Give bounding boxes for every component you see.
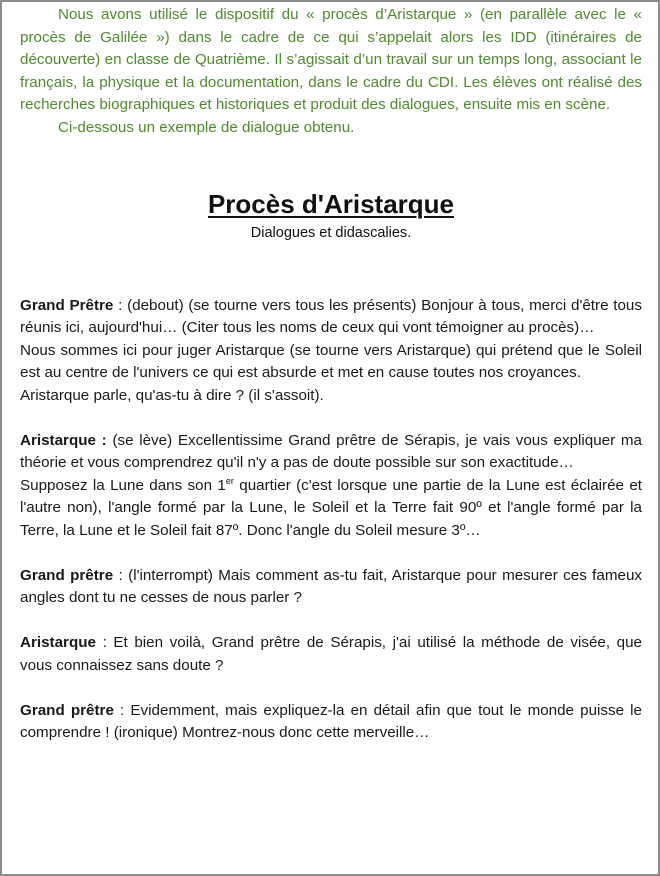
dialogue-line	[20, 295, 642, 340]
dialogue-line: Nous sommes ici pour juger Aristarque (se tourne vers Aristarque) qui prétend que le Soleil est au centre de l'univers ce qui est absurde et met en cause toutes nos croyances.	[20, 341, 642, 381]
dialogue-text: quartier (c'est lorsque une partie de la Lune est éclairée et l'autre non), l'angle formé par la Lune, le Soleil et la Terre fait 90º et l'angle formé par la Terre, la Lune et le Soleil fait 87º. Donc l'angle du Soleil mesure 3º…	[20, 476, 642, 539]
dialogue-turn	[20, 565, 642, 610]
dialogue-turn	[20, 700, 642, 745]
speaker-separator: :	[113, 566, 129, 584]
dialogue-line	[20, 565, 642, 610]
speaker-name: Aristarque :	[20, 431, 107, 449]
dialogue-turn	[20, 632, 642, 677]
intro-section	[20, 4, 642, 139]
intro-paragraph: Ci-dessous un exemple de dialogue obtenu.	[58, 118, 355, 136]
dialogue-text: Supposez la Lune dans son 1	[20, 476, 226, 494]
dialogue-line	[20, 430, 642, 475]
title-block	[20, 189, 642, 243]
dialogue-text: (se lève) Excellentissime Grand prêtre de Sérapis, je vais vous expliquer ma théorie et vous comprendrez qu'il n'y a pas de doute possible sur son exactitude…	[20, 431, 642, 471]
dialogue-text: (debout) (se tourne vers tous les présents) Bonjour à tous, merci d'être tous réunis ici, aujourd'hui… (Citer tous les noms de ceux qui vont témoigner au procès)…	[20, 296, 642, 336]
ordinal-superscript: er	[225, 475, 234, 486]
document-subtitle: Dialogues et didascalies.	[250, 224, 412, 241]
dialogue-turn	[20, 295, 642, 408]
dialogue-text: Evidemment, mais expliquez-la en détail afin que tout le monde puisse le comprendre ! (ironique) Montrez-nous donc cette merveille…	[20, 701, 642, 741]
speaker-name: Aristarque	[20, 634, 96, 651]
speaker-separator: :	[113, 701, 131, 719]
speaker-name: Grand prêtre	[20, 566, 114, 584]
dialogue-line: Aristarque parle, qu'as-tu à dire ? (il s'assoit).	[20, 386, 324, 404]
dialogue-line	[20, 700, 642, 745]
document-page	[20, 4, 642, 767]
intro-paragraph: Nous avons utilisé le dispositif du « procès d’Aristarque » (en parallèle avec le « procès de Galilée ») dans le cadre de ce qui s’appelait alors les IDD (itinéraires de découverte) en classe de Quatrième. Il s’agissait d’un travail sur un temps long, associant le français, la physique et la documentation, dans le cadre du CDI. Les élèves ont réalisé des recherches biographiques et historiques et produit des dialogues, ensuite mis en scène.	[20, 6, 642, 113]
speaker-separator: :	[113, 296, 128, 314]
speaker-name: Grand Prêtre	[20, 296, 114, 314]
document-title: Procès d'Aristarque	[207, 189, 455, 219]
dialogue-line	[20, 475, 642, 543]
dialogue-turn	[20, 430, 642, 543]
dialogue-line	[20, 632, 642, 677]
dialogue-text: (l'interrompt) Mais comment as-tu fait, Aristarque pour mesurer ces fameux angles dont tu ne cesses de nous parler ?	[20, 566, 642, 606]
speaker-name: Grand prêtre	[20, 701, 114, 719]
dialogue-text: Et bien voilà, Grand prêtre de Sérapis, j'ai utilisé la méthode de visée, que vous connaissez sans doute ?	[20, 634, 642, 674]
dialogue-section	[20, 295, 642, 745]
speaker-separator: :	[95, 634, 114, 651]
